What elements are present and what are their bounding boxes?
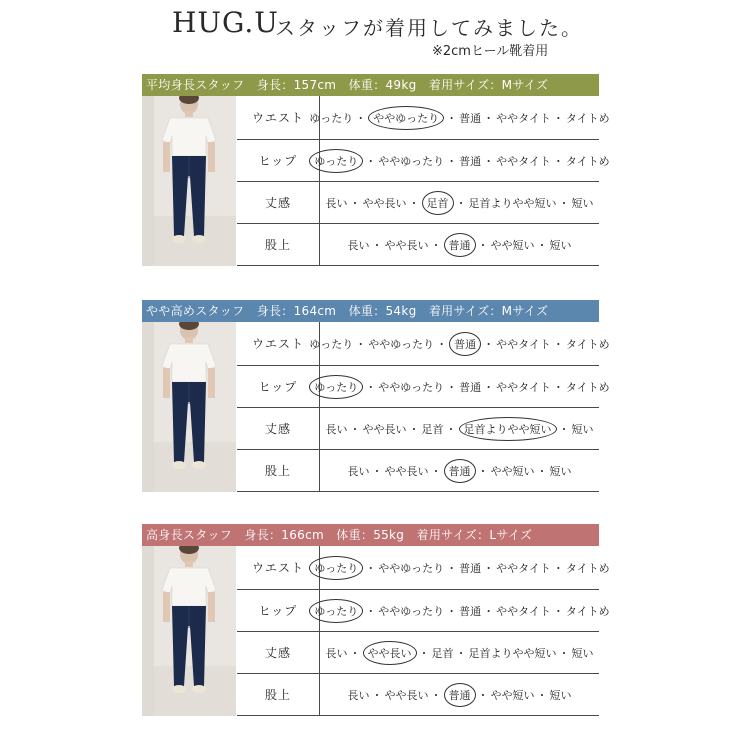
fit-row bbox=[237, 96, 610, 140]
section-body bbox=[142, 96, 610, 266]
section-body bbox=[142, 546, 610, 716]
fit-row bbox=[237, 322, 610, 366]
fit-row-label: 丈感 bbox=[237, 408, 320, 449]
option-separator: ・ bbox=[445, 422, 457, 436]
fit-option: 足首 bbox=[421, 422, 444, 436]
staff-photo-figure bbox=[142, 546, 236, 716]
option-separator: ・ bbox=[455, 196, 467, 210]
fit-option: タイトめ bbox=[565, 111, 610, 125]
fit-option-selected: 足首よりやや短い bbox=[459, 417, 557, 441]
fit-option: 長い bbox=[325, 196, 348, 210]
option-separator: ・ bbox=[477, 464, 489, 478]
fit-option: タイトめ bbox=[565, 380, 610, 394]
option-separator: ・ bbox=[483, 604, 495, 618]
option-separator: ・ bbox=[349, 196, 361, 210]
fit-row-label: 股上 bbox=[237, 224, 320, 265]
option-separator: ・ bbox=[552, 380, 564, 394]
option-separator: ・ bbox=[483, 154, 495, 168]
fit-row-label: ヒップ bbox=[237, 590, 320, 631]
fit-option: 短い bbox=[549, 688, 572, 702]
fit-row bbox=[237, 224, 599, 266]
fit-row-label: 丈感 bbox=[237, 632, 320, 673]
fit-option-selected: 普通 bbox=[444, 683, 476, 707]
option-separator: ・ bbox=[558, 646, 570, 660]
option-separator: ・ bbox=[552, 111, 564, 125]
option-separator: ・ bbox=[365, 561, 377, 575]
fit-row-label: ウエスト bbox=[237, 96, 320, 139]
fit-options bbox=[320, 674, 599, 715]
option-separator: ・ bbox=[477, 688, 489, 702]
fit-option: 普通 bbox=[459, 604, 482, 618]
fit-options bbox=[320, 408, 599, 449]
fit-option: ゆったり bbox=[309, 337, 354, 351]
fit-option-selected: 足首 bbox=[422, 191, 454, 215]
option-separator: ・ bbox=[446, 154, 458, 168]
fit-option: 短い bbox=[571, 422, 594, 436]
fit-row bbox=[237, 408, 599, 450]
staff-section bbox=[142, 300, 610, 492]
fit-option: 短い bbox=[549, 464, 572, 478]
fit-table bbox=[237, 96, 610, 266]
fit-option: ややタイト bbox=[496, 154, 551, 168]
fit-row-label: ヒップ bbox=[237, 140, 320, 181]
option-separator: ・ bbox=[408, 196, 420, 210]
fit-option: 普通 bbox=[459, 154, 482, 168]
option-separator: ・ bbox=[430, 238, 442, 252]
option-separator: ・ bbox=[536, 238, 548, 252]
fit-option: ややゆったり bbox=[378, 604, 445, 618]
option-separator: ・ bbox=[446, 380, 458, 394]
fit-row-label: ウエスト bbox=[237, 546, 320, 589]
option-separator: ・ bbox=[536, 464, 548, 478]
fit-row bbox=[237, 674, 599, 716]
fit-row bbox=[237, 182, 599, 224]
option-separator: ・ bbox=[355, 337, 367, 351]
option-separator: ・ bbox=[446, 561, 458, 575]
fit-option: やや長い bbox=[384, 238, 429, 252]
fit-option: 普通 bbox=[459, 111, 482, 125]
section-header: 高身長スタッフ 身長：166cm 体重：55kg 着用サイズ：Lサイズ bbox=[142, 524, 599, 546]
fit-option: 長い bbox=[347, 688, 370, 702]
fit-options bbox=[314, 140, 610, 181]
option-separator: ・ bbox=[408, 422, 420, 436]
option-separator: ・ bbox=[477, 238, 489, 252]
fit-options bbox=[320, 182, 599, 223]
option-separator: ・ bbox=[418, 646, 430, 660]
option-separator: ・ bbox=[371, 464, 383, 478]
fit-options bbox=[309, 322, 610, 365]
option-separator: ・ bbox=[552, 154, 564, 168]
fit-options bbox=[314, 366, 610, 407]
fit-option: 足首 bbox=[431, 646, 454, 660]
fit-option: やや長い bbox=[384, 688, 429, 702]
fit-option: やや短い bbox=[490, 464, 535, 478]
fit-option: やや短い bbox=[490, 688, 535, 702]
staff-photo-figure bbox=[142, 96, 236, 266]
fit-option: 短い bbox=[571, 646, 594, 660]
fit-option: 長い bbox=[347, 238, 370, 252]
fit-option: タイトめ bbox=[565, 337, 610, 351]
fit-table bbox=[237, 322, 610, 492]
fit-option: タイトめ bbox=[565, 561, 610, 575]
fit-option: 長い bbox=[347, 464, 370, 478]
fit-option-selected: ややゆったり bbox=[368, 106, 444, 130]
option-separator: ・ bbox=[355, 111, 367, 125]
fit-row-label: ウエスト bbox=[237, 322, 320, 365]
fit-option: 長い bbox=[325, 422, 348, 436]
option-separator: ・ bbox=[430, 464, 442, 478]
option-separator: ・ bbox=[483, 337, 495, 351]
fit-row-label: 丈感 bbox=[237, 182, 320, 223]
fit-option-selected: ゆったり bbox=[309, 149, 363, 173]
fit-option: やや長い bbox=[362, 196, 407, 210]
fit-option: ややタイト bbox=[496, 604, 551, 618]
option-separator: ・ bbox=[455, 646, 467, 660]
fit-option: やや長い bbox=[362, 422, 407, 436]
fit-option: 長い bbox=[325, 646, 348, 660]
option-separator: ・ bbox=[483, 380, 495, 394]
fit-option: ややタイト bbox=[496, 561, 551, 575]
section-header: 平均身長スタッフ 身長：157cm 体重：49kg 着用サイズ：Mサイズ bbox=[142, 74, 599, 96]
fit-row bbox=[237, 450, 599, 492]
staff-photo-figure bbox=[142, 322, 236, 492]
fit-option: タイトめ bbox=[565, 154, 610, 168]
option-separator: ・ bbox=[483, 111, 495, 125]
fit-option: ややゆったり bbox=[378, 380, 445, 394]
fit-table bbox=[237, 546, 610, 716]
staff-section bbox=[142, 524, 610, 716]
fit-option: ややゆったり bbox=[378, 154, 445, 168]
staff-photo bbox=[142, 96, 236, 266]
option-separator: ・ bbox=[371, 688, 383, 702]
staff-photo bbox=[142, 322, 236, 492]
fit-row-label: 股上 bbox=[237, 674, 320, 715]
option-separator: ・ bbox=[483, 561, 495, 575]
fit-option: ややゆったり bbox=[378, 561, 445, 575]
option-separator: ・ bbox=[558, 422, 570, 436]
option-separator: ・ bbox=[552, 337, 564, 351]
option-separator: ・ bbox=[552, 561, 564, 575]
fit-option-selected: ゆったり bbox=[309, 556, 363, 580]
fit-option-selected: 普通 bbox=[444, 233, 476, 257]
option-separator: ・ bbox=[365, 604, 377, 618]
fit-option: 普通 bbox=[459, 380, 482, 394]
staff-photo bbox=[142, 546, 236, 716]
fit-options bbox=[314, 546, 610, 589]
option-separator: ・ bbox=[430, 688, 442, 702]
heel-note: ※2cmヒール靴着用 bbox=[432, 44, 549, 59]
fit-row bbox=[237, 140, 610, 182]
section-header: やや高めスタッフ 身長：164cm 体重：54kg 着用サイズ：Mサイズ bbox=[142, 300, 599, 322]
fit-row bbox=[237, 632, 599, 674]
option-separator: ・ bbox=[558, 196, 570, 210]
staff-section bbox=[142, 74, 610, 266]
option-separator: ・ bbox=[365, 380, 377, 394]
fit-option: 短い bbox=[571, 196, 594, 210]
fit-option: 普通 bbox=[459, 561, 482, 575]
fit-row bbox=[237, 366, 610, 408]
fit-option: やや長い bbox=[384, 464, 429, 478]
option-separator: ・ bbox=[446, 604, 458, 618]
option-separator: ・ bbox=[436, 337, 448, 351]
fit-row bbox=[237, 546, 610, 590]
fit-option-selected: 普通 bbox=[444, 459, 476, 483]
fit-option: ややタイト bbox=[496, 337, 551, 351]
fit-option: やや短い bbox=[490, 238, 535, 252]
fit-options bbox=[320, 224, 599, 265]
fit-row-label: 股上 bbox=[237, 450, 320, 491]
fit-options bbox=[309, 96, 610, 139]
fit-option: 足首よりやや短い bbox=[468, 196, 557, 210]
fit-options bbox=[320, 450, 599, 491]
fit-option-selected: ゆったり bbox=[309, 599, 363, 623]
fit-option-selected: やや長い bbox=[363, 641, 417, 665]
fit-option: ゆったり bbox=[309, 111, 354, 125]
fit-option: 足首よりやや短い bbox=[468, 646, 557, 660]
option-separator: ・ bbox=[349, 422, 361, 436]
section-body bbox=[142, 322, 610, 492]
brand-logo: HUG.U bbox=[172, 6, 279, 39]
fit-row bbox=[237, 590, 610, 632]
page-header bbox=[0, 0, 740, 70]
fit-option: 短い bbox=[549, 238, 572, 252]
fit-option: ややタイト bbox=[496, 111, 551, 125]
option-separator: ・ bbox=[371, 238, 383, 252]
fit-option-selected: ゆったり bbox=[309, 375, 363, 399]
option-separator: ・ bbox=[349, 646, 361, 660]
fit-option: ややゆったり bbox=[368, 337, 435, 351]
fit-option: ややタイト bbox=[496, 380, 551, 394]
fit-options bbox=[320, 632, 599, 673]
option-separator: ・ bbox=[552, 604, 564, 618]
page-title: スタッフが着用してみました。 bbox=[275, 16, 583, 40]
fit-row-label: ヒップ bbox=[237, 366, 320, 407]
fit-option: タイトめ bbox=[565, 604, 610, 618]
option-separator: ・ bbox=[365, 154, 377, 168]
option-separator: ・ bbox=[536, 688, 548, 702]
fit-option-selected: 普通 bbox=[449, 332, 481, 356]
option-separator: ・ bbox=[446, 111, 458, 125]
fit-options bbox=[314, 590, 610, 631]
